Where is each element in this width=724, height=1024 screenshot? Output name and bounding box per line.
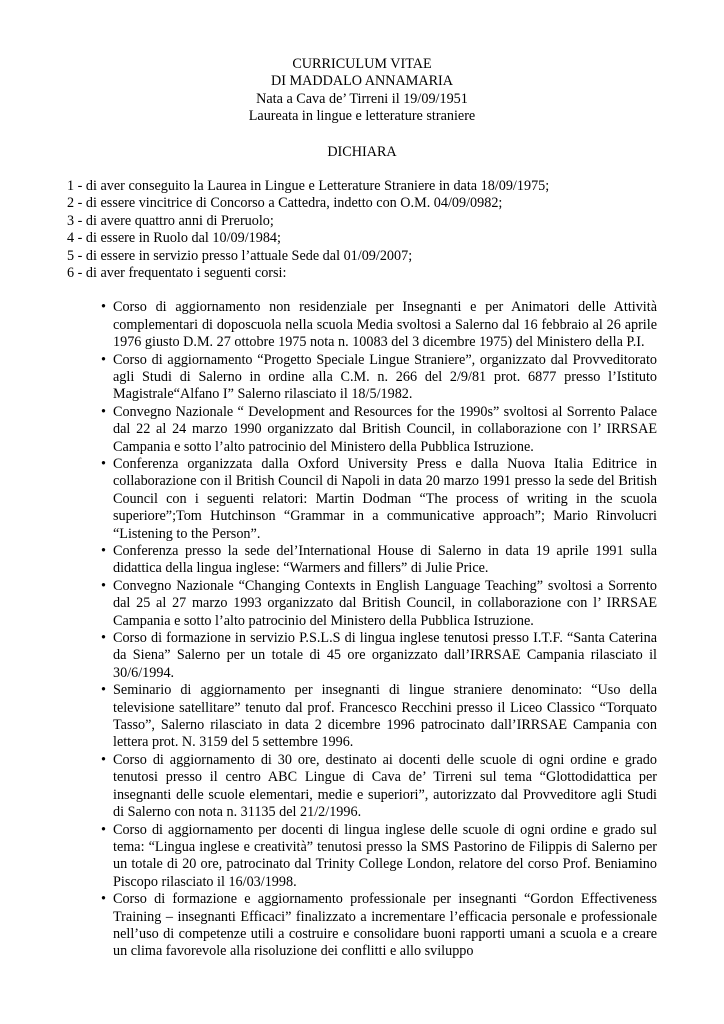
course-item — [101, 404, 657, 456]
declaration-item: 6 - di aver frequentato i seguenti corsi: — [67, 264, 287, 281]
course-item — [101, 456, 657, 543]
bullet-icon: • — [101, 299, 106, 316]
course-item — [101, 630, 657, 682]
course-text: Corso di aggiornamento “Progetto Speciale Lingue Straniere”, organizzato dal Provveditorato agli Studi di Salerno in ordine alla C.M. n. 266 del 2/9/81 prot. 6877 presso l’Istituto Magistrale“Alfano I” Salerno rilasciato il 18/5/1982. — [113, 351, 657, 403]
course-text: Corso di aggiornamento non residenziale per Insegnanti e per Animatori delle Attività complementari di doposcuola nella scuola Media svoltosi a Salerno dal 16 febbraio al 26 aprile 1976 giusto D.M. 27 ottobre 1975 nota n. 10083 del 3 dicembre 1975) del Ministero della P.I. — [113, 299, 657, 351]
declaration-item: 1 - di aver conseguito la Laurea in Lingue e Letterature Straniere in data 18/09/1975; — [67, 177, 550, 194]
bullet-icon: • — [101, 577, 106, 594]
document-page — [67, 56, 657, 961]
bullet-icon: • — [101, 682, 106, 699]
course-list — [67, 299, 657, 960]
declaration-item: 3 - di avere quattro anni di Preruolo; — [67, 212, 274, 229]
bullet-icon: • — [101, 455, 106, 472]
bullet-icon: • — [101, 351, 106, 368]
declaration-item: 4 - di essere in Ruolo dal 10/09/1984; — [67, 230, 281, 247]
course-text: Corso di formazione in servizio P.S.L.S di lingua inglese tenutosi presso I.T.F. “Santa Caterina da Siena” Salerno per un totale di 45 ore organizzato dall’IRRSAE Campania rilasciato il 30/6/1994. — [113, 630, 657, 681]
course-item — [101, 352, 657, 404]
cv-degree: Laureata in lingue e letterature straniere — [248, 108, 476, 125]
bullet-icon: • — [101, 630, 106, 647]
course-text: Seminario di aggiornamento per insegnanti di lingue straniere denominato: “Uso della televisione satellitare” tenuto dal prof. Francesco Recchini presso il Liceo Classico “Torquato Tasso”, Salerno rilasciato in data 2 dicembre 1996 patrocinato dall’IRRSAE Campania con lettera prot. N. 3159 del 5 settembre 1996. — [113, 682, 657, 751]
course-item — [101, 682, 657, 752]
course-item — [101, 543, 657, 578]
course-item — [101, 299, 657, 351]
declaration-item: 5 - di essere in servizio presso l’attuale Sede dal 01/09/2007; — [67, 247, 413, 264]
course-text: Corso di formazione e aggiornamento professionale per insegnanti “Gordon Effectiveness Training – insegnanti Efficaci” finalizzato a incrementare l’efficacia personale e professionale nell’uso di competenze utili a costruire e consolidare buoni rapporti umani a scuola e a creare un clima favorevole alla risoluzione dei conflitti e allo sviluppo — [113, 891, 657, 960]
course-item — [101, 891, 657, 961]
course-text: Conferenza organizzata dalla Oxford University Press e dalla Nuova Italia Editrice in collaborazione con il British Council di Napoli in data 20 marzo 1991 presso la sede del British Council con i seguenti relatori: Martin Dodman “The process of writing in the scuola superiore”;Tom Hutchinson “Grammar in a communicative approach”; Mario Rinvolucri “Listening to the Person”. — [113, 455, 657, 542]
course-item — [101, 578, 657, 630]
course-text: Conferenza presso la sede del’International House di Salerno in data 19 aprile 1991 sulla didattica della lingua inglese: “Warmers and fillers” di Julie Price. — [113, 543, 657, 577]
cv-name: DI MADDALO ANNAMARIA — [270, 73, 454, 90]
declaration-item: 2 - di essere vincitrice di Concorso a Cattedra, indetto con O.M. 04/09/0982; — [67, 195, 503, 212]
bullet-icon: • — [101, 891, 106, 908]
course-text: Corso di aggiornamento per docenti di lingua inglese delle scuole di ogni ordine e grado sul tema: “Lingua inglese e creatività” tenutosi presso la SMS Pastorino de Filippis di Salerno per un totale di 20 ore, patrocinato dal Trinity College London, relatore del corso Prof. Beniamino Piscopo rilasciato il 16/03/1998. — [113, 821, 657, 890]
bullet-icon: • — [101, 821, 106, 838]
cv-birth-info: Nata a Cava de’ Tirreni il 19/09/1951 — [256, 90, 468, 107]
course-text: Convegno Nazionale “Changing Contexts in English Language Teaching” svoltosi a Sorrento dal 25 al 27 marzo 1993 organizzato dal British Council, in collaborazione con l’ IRRSAE Campania e sotto l’alto patrocinio del Ministero della Pubblica Istruzione. — [113, 577, 657, 629]
bullet-icon: • — [101, 403, 106, 420]
course-item — [101, 822, 657, 892]
course-text: Convegno Nazionale “ Development and Resources for the 1990s” svoltosi al Sorrento Palace dal 22 al 24 marzo 1990 organizzato dal British Council, in collaborazione con l’ IRRSAE Campania e sotto l’alto patrocinio del Ministero della Pubblica Istruzione. — [113, 403, 657, 455]
course-item — [101, 752, 657, 822]
dichiara-heading: DICHIARA — [327, 143, 397, 160]
bullet-icon: • — [101, 543, 106, 559]
cv-title: CURRICULUM VITAE — [292, 56, 432, 72]
bullet-icon: • — [101, 751, 106, 768]
course-text: Corso di aggiornamento di 30 ore, destinato ai docenti delle scuole di ogni ordine e grado tenutosi presso il centro ABC Lingue di Cava de’ Tirreni sul tema “Glottodidattica per insegnanti delle scuole elementari, medie e superiori”, autorizzato dal Provveditore agli Studi di Salerno con nota n. 31135 del 21/2/1996. — [113, 751, 657, 821]
cv-header — [67, 56, 657, 126]
declaration-list — [67, 178, 657, 282]
